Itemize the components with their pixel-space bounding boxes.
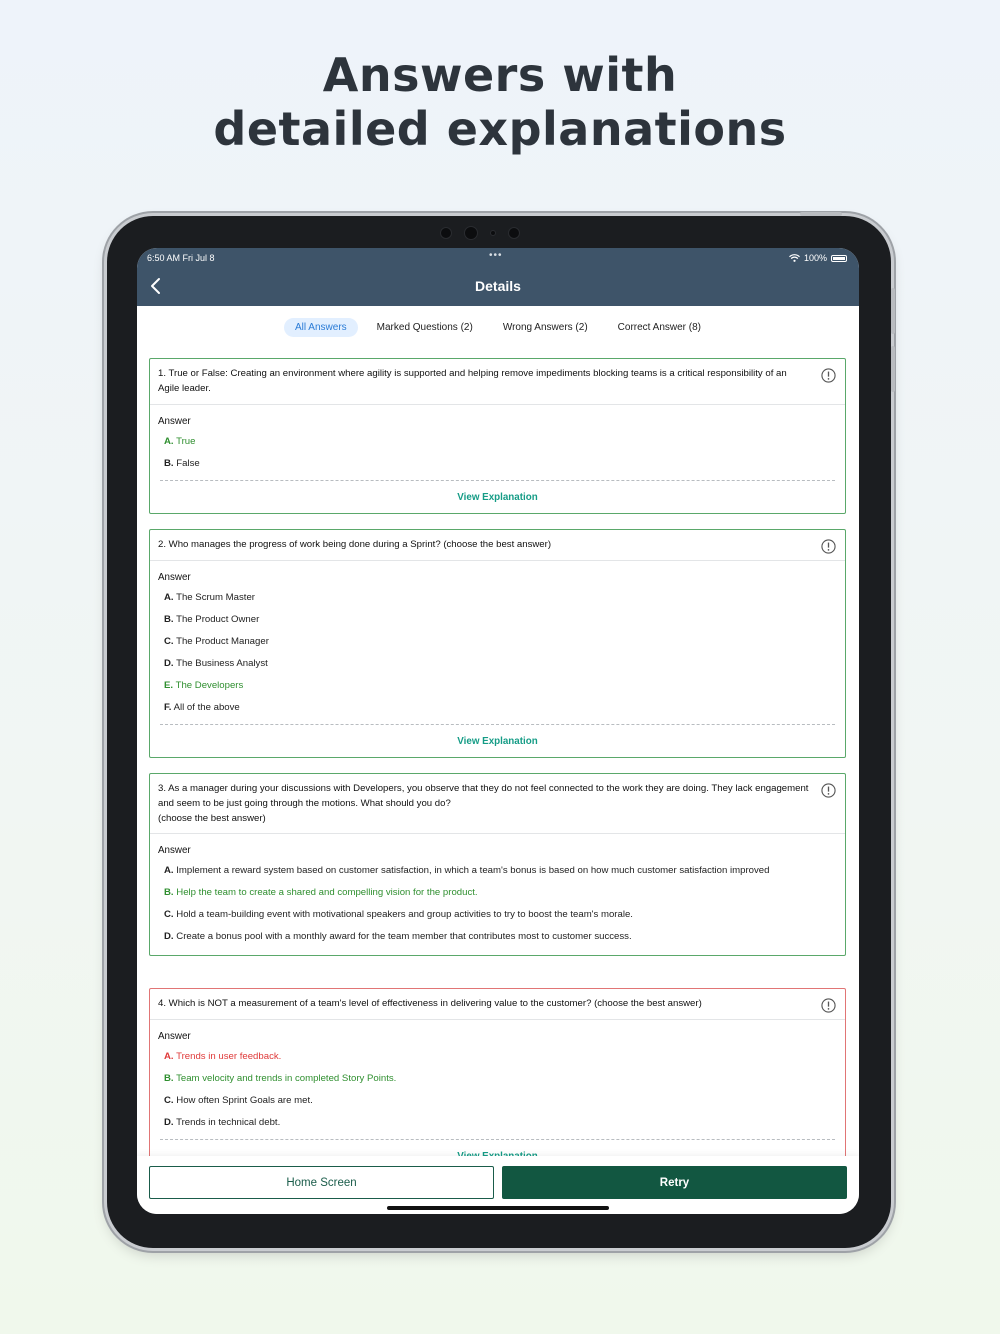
option-text: Trends in technical debt. bbox=[176, 1116, 281, 1128]
option-letter: C. bbox=[164, 635, 174, 647]
top-button bbox=[800, 212, 842, 216]
option-c bbox=[150, 1090, 845, 1112]
status-time: 6:50 AM Fri Jul 8 bbox=[147, 253, 215, 263]
option-d bbox=[150, 1112, 845, 1134]
retry-button[interactable]: Retry bbox=[502, 1166, 847, 1199]
report-icon[interactable] bbox=[821, 998, 836, 1013]
option-b bbox=[150, 882, 845, 904]
report-icon[interactable] bbox=[821, 368, 836, 383]
question-text-hint: (choose the best answer) bbox=[158, 812, 266, 824]
home-indicator[interactable] bbox=[387, 1206, 609, 1210]
option-a bbox=[150, 1046, 845, 1068]
option-text: Implement a reward system based on customer satisfaction, in which a team's bonus is based on how much customer satisfaction improved bbox=[176, 865, 770, 877]
option-e bbox=[150, 675, 845, 697]
tab-all-answers[interactable]: All Answers bbox=[284, 318, 358, 337]
option-text: False bbox=[176, 457, 200, 469]
option-f bbox=[150, 697, 845, 719]
headline-line-2: detailed explanations bbox=[213, 102, 787, 156]
option-letter: F. bbox=[164, 701, 172, 713]
tab-wrong-answers[interactable]: Wrong Answers (2) bbox=[502, 322, 588, 333]
question-text-content: 2. Who manages the progress of work being done during a Sprint? (choose the best answer) bbox=[158, 539, 552, 550]
answer-label: Answer bbox=[158, 415, 191, 427]
option-b bbox=[150, 609, 845, 631]
option-letter: A. bbox=[164, 1050, 174, 1062]
view-explanation-link[interactable]: View Explanation bbox=[457, 491, 538, 503]
option-text: Team velocity and trends in completed Story Points. bbox=[176, 1072, 397, 1084]
option-text: True bbox=[176, 435, 196, 447]
option-letter: B. bbox=[164, 457, 174, 469]
answer-label: Answer bbox=[158, 571, 191, 583]
view-explanation-link[interactable]: View Explanation bbox=[457, 735, 538, 747]
option-a bbox=[150, 860, 845, 882]
question-card-2 bbox=[149, 529, 846, 758]
camera-bar bbox=[440, 226, 520, 240]
option-d bbox=[150, 926, 845, 955]
answer-label: Answer bbox=[158, 845, 191, 857]
option-letter: B. bbox=[164, 887, 174, 899]
option-text: The Product Owner bbox=[176, 613, 260, 625]
home-screen-button[interactable]: Home Screen bbox=[149, 1166, 494, 1199]
option-letter: B. bbox=[164, 613, 174, 625]
option-d bbox=[150, 653, 845, 675]
option-text: The Developers bbox=[175, 679, 244, 691]
option-text: Trends in user feedback. bbox=[176, 1050, 282, 1062]
sensor-icon bbox=[440, 227, 452, 239]
answer-label: Answer bbox=[158, 1030, 191, 1042]
camera-icon bbox=[464, 226, 478, 240]
page-title: Details bbox=[475, 278, 521, 294]
option-text: Help the team to create a shared and compelling vision for the product. bbox=[176, 887, 478, 899]
report-icon[interactable] bbox=[821, 783, 836, 798]
option-letter: C. bbox=[164, 909, 174, 921]
option-c bbox=[150, 631, 845, 653]
volume-up-button bbox=[891, 288, 895, 334]
question-text-content: 1. True or False: Creating an environment where agility is supported and helping remove impediments blocking teams is a critical responsibility of an Agile leader. bbox=[158, 368, 787, 394]
option-letter: B. bbox=[164, 1072, 174, 1084]
battery-icon bbox=[831, 255, 847, 262]
sensor-icon bbox=[508, 227, 520, 239]
option-b bbox=[150, 453, 845, 475]
option-letter: E. bbox=[164, 679, 174, 691]
option-text: How often Sprint Goals are met. bbox=[176, 1094, 313, 1106]
option-a bbox=[150, 431, 845, 453]
option-text: Create a bonus pool with a monthly award for the team member that contributes most to customer success. bbox=[176, 931, 632, 943]
option-letter: D. bbox=[164, 931, 174, 943]
option-letter: D. bbox=[164, 657, 174, 669]
headline-line-1: Answers with bbox=[322, 48, 678, 102]
tab-marked-questions[interactable]: Marked Questions (2) bbox=[376, 322, 473, 333]
option-text: The Business Analyst bbox=[176, 657, 268, 669]
option-text: The Product Manager bbox=[176, 635, 269, 647]
light-sensor-icon bbox=[490, 230, 496, 236]
wifi-icon bbox=[789, 254, 800, 262]
question-text bbox=[150, 774, 845, 834]
bottom-action-bar bbox=[137, 1156, 859, 1214]
screen bbox=[137, 248, 859, 1214]
nav-bar bbox=[137, 248, 859, 306]
option-text: All of the above bbox=[173, 701, 240, 713]
option-letter: D. bbox=[164, 1116, 174, 1128]
question-text bbox=[150, 989, 845, 1020]
option-b bbox=[150, 1068, 845, 1090]
question-text-content: 3. As a manager during your discussions with Developers, you observe that they do not feel connected to the work they are doing. They lack engagement and seem to be just going through the motions. What should you do? bbox=[158, 783, 809, 809]
option-text: Hold a team-building event with motivational speakers and group activities to try to boost the team's morale. bbox=[176, 909, 633, 921]
option-text: The Scrum Master bbox=[176, 591, 255, 603]
multitask-dots[interactable]: ••• bbox=[489, 250, 503, 261]
option-letter: A. bbox=[164, 591, 174, 603]
question-card-3 bbox=[149, 773, 846, 956]
battery-percent: 100% bbox=[803, 253, 827, 263]
option-c bbox=[150, 904, 845, 926]
filter-tabs bbox=[137, 318, 859, 337]
question-text bbox=[150, 359, 845, 405]
option-letter: C. bbox=[164, 1094, 174, 1106]
question-text bbox=[150, 530, 845, 561]
volume-down-button bbox=[891, 346, 895, 392]
question-card-1 bbox=[149, 358, 846, 514]
question-text-content: 4. Which is NOT a measurement of a team's level of effectiveness in delivering value to the customer? (choose the best answer) bbox=[158, 998, 702, 1009]
option-letter: A. bbox=[164, 435, 174, 447]
status-right bbox=[789, 253, 847, 263]
headline bbox=[0, 48, 1000, 156]
tab-correct-answer[interactable]: Correct Answer (8) bbox=[617, 322, 702, 333]
option-letter: A. bbox=[164, 865, 174, 877]
option-a bbox=[150, 587, 845, 609]
report-icon[interactable] bbox=[821, 539, 836, 554]
